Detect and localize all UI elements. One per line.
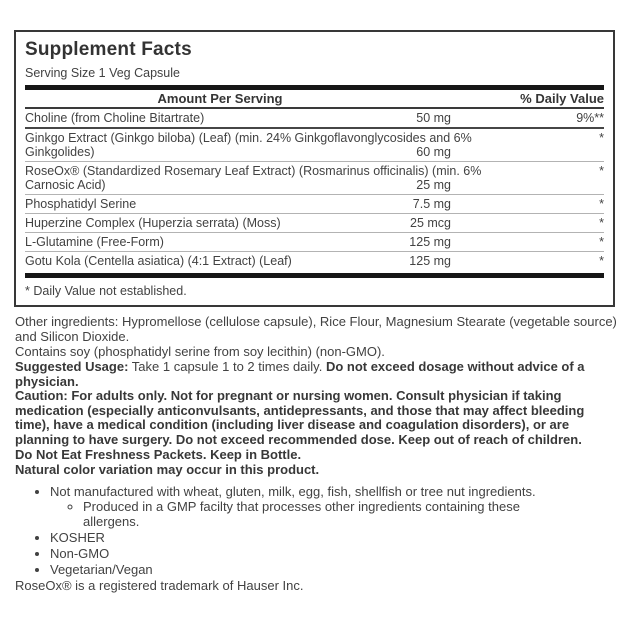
ingredient-daily-value: * [599,197,604,211]
freshness-packet-warning: Do Not Eat Freshness Packets. Keep in Bottle. [15,447,302,462]
supplement-facts-panel [14,30,615,307]
divider-bottom-bar [25,273,604,278]
ingredient-row-choline [25,109,604,129]
ingredient-name: Ginkgo Extract (Ginkgo biloba) (Leaf) (min. 24% Ginkgoflavonglycosides and 6% Ginkgolides) [25,131,472,159]
suggested-usage-directions: Take 1 capsule 1 to 2 times daily. [128,359,326,374]
daily-value-header: % Daily Value [520,91,604,106]
ingredient-amount: 125 mg [409,254,451,268]
ingredient-daily-value: * [599,254,604,268]
ingredient-name: L-Glutamine (Free-Form) [25,235,164,249]
caution-text: Caution: For adults only. Not for pregnant or nursing women. Consult physician if taking medication (especially anticonvulsants, antidepressants, and those that may affect bleeding time), have a medical condition (including liver disease and coagulation disorders), or are planning to have surgery. Do not exceed recommended dose. Keep out of reach of children. [15,388,585,447]
serving-size: Serving Size 1 Veg Capsule [25,66,180,80]
ingredient-row-l-glutamine [25,233,604,252]
ingredient-row-ginkgo [25,129,604,162]
ingredient-daily-value: * [599,131,604,145]
allergen-statement-text: Not manufactured with wheat, gluten, milk, egg, fish, shellfish or tree nut ingredients. [50,484,536,499]
ingredient-name: Choline (from Choline Bitartrate) [25,111,205,125]
trademark-note: RoseOx® is a registered trademark of Hauser Inc. [15,578,304,593]
list-item-kosher: • KOSHER [50,530,572,545]
list-item-non-gmo: • Non-GMO [50,546,572,561]
ingredient-name: RoseOx® (Standardized Rosemary Leaf Extract) (Rosmarinus officinalis) (min. 6% Carnosic Acid) [25,164,482,192]
ingredient-amount: 60 mg [416,145,451,159]
ingredient-name: Gotu Kola (Centella asiatica) (4:1 Extract) (Leaf) [25,254,292,268]
ingredient-amount: 25 mcg [410,216,451,230]
ingredient-amount: 25 mg [416,178,451,192]
dosage-warning: Do not exceed dosage without advice of a physician. [15,359,585,389]
ingredient-row-roseox [25,162,604,195]
ingredient-daily-value: 9%** [576,111,604,125]
ingredient-daily-value: * [599,235,604,249]
natural-color-note: Natural color variation may occur in this product. [15,462,320,477]
sub-list-item-gmp-facility: ◦ Produced in a GMP facilty that processes other ingredients containing these allergens. [83,499,572,529]
ingredient-amount: 50 mg [416,111,451,125]
daily-value-footnote: * Daily Value not established. [25,284,187,298]
ingredient-daily-value: * [599,164,604,178]
label-text-section [15,314,618,593]
product-attributes-list [15,484,618,577]
list-item-vegetarian-vegan: • Vegetarian/Vegan [50,562,572,577]
ingredient-row-huperzine [25,214,604,233]
ingredient-name: Huperzine Complex (Huperzia serrata) (Moss) [25,216,281,230]
ingredient-row-phosphatidyl-serine [25,195,604,214]
ingredient-name: Phosphatidyl Serine [25,197,137,211]
other-ingredients-text: Other ingredients: Hypromellose (cellulose capsule), Rice Flour, Magnesium Stearate (vegetable source) and Silicon Dioxide. [15,314,617,344]
ingredient-amount: 125 mg [409,235,451,249]
list-item-allergen-statement [50,484,572,529]
ingredient-daily-value: * [599,216,604,230]
amount-per-serving-header: Amount Per Serving [157,91,283,106]
suggested-usage-label: Suggested Usage: [15,359,129,374]
suggested-usage-text [15,359,618,389]
panel-title: Supplement Facts [25,39,192,60]
ingredient-amount: 7.5 mg [412,197,451,211]
allergen-sub-list [50,499,572,529]
ingredient-row-gotu-kola [25,252,604,270]
contains-allergen-text: Contains soy (phosphatidyl serine from soy lecithin) (non-GMO). [15,344,385,359]
table-header-row [25,90,604,109]
